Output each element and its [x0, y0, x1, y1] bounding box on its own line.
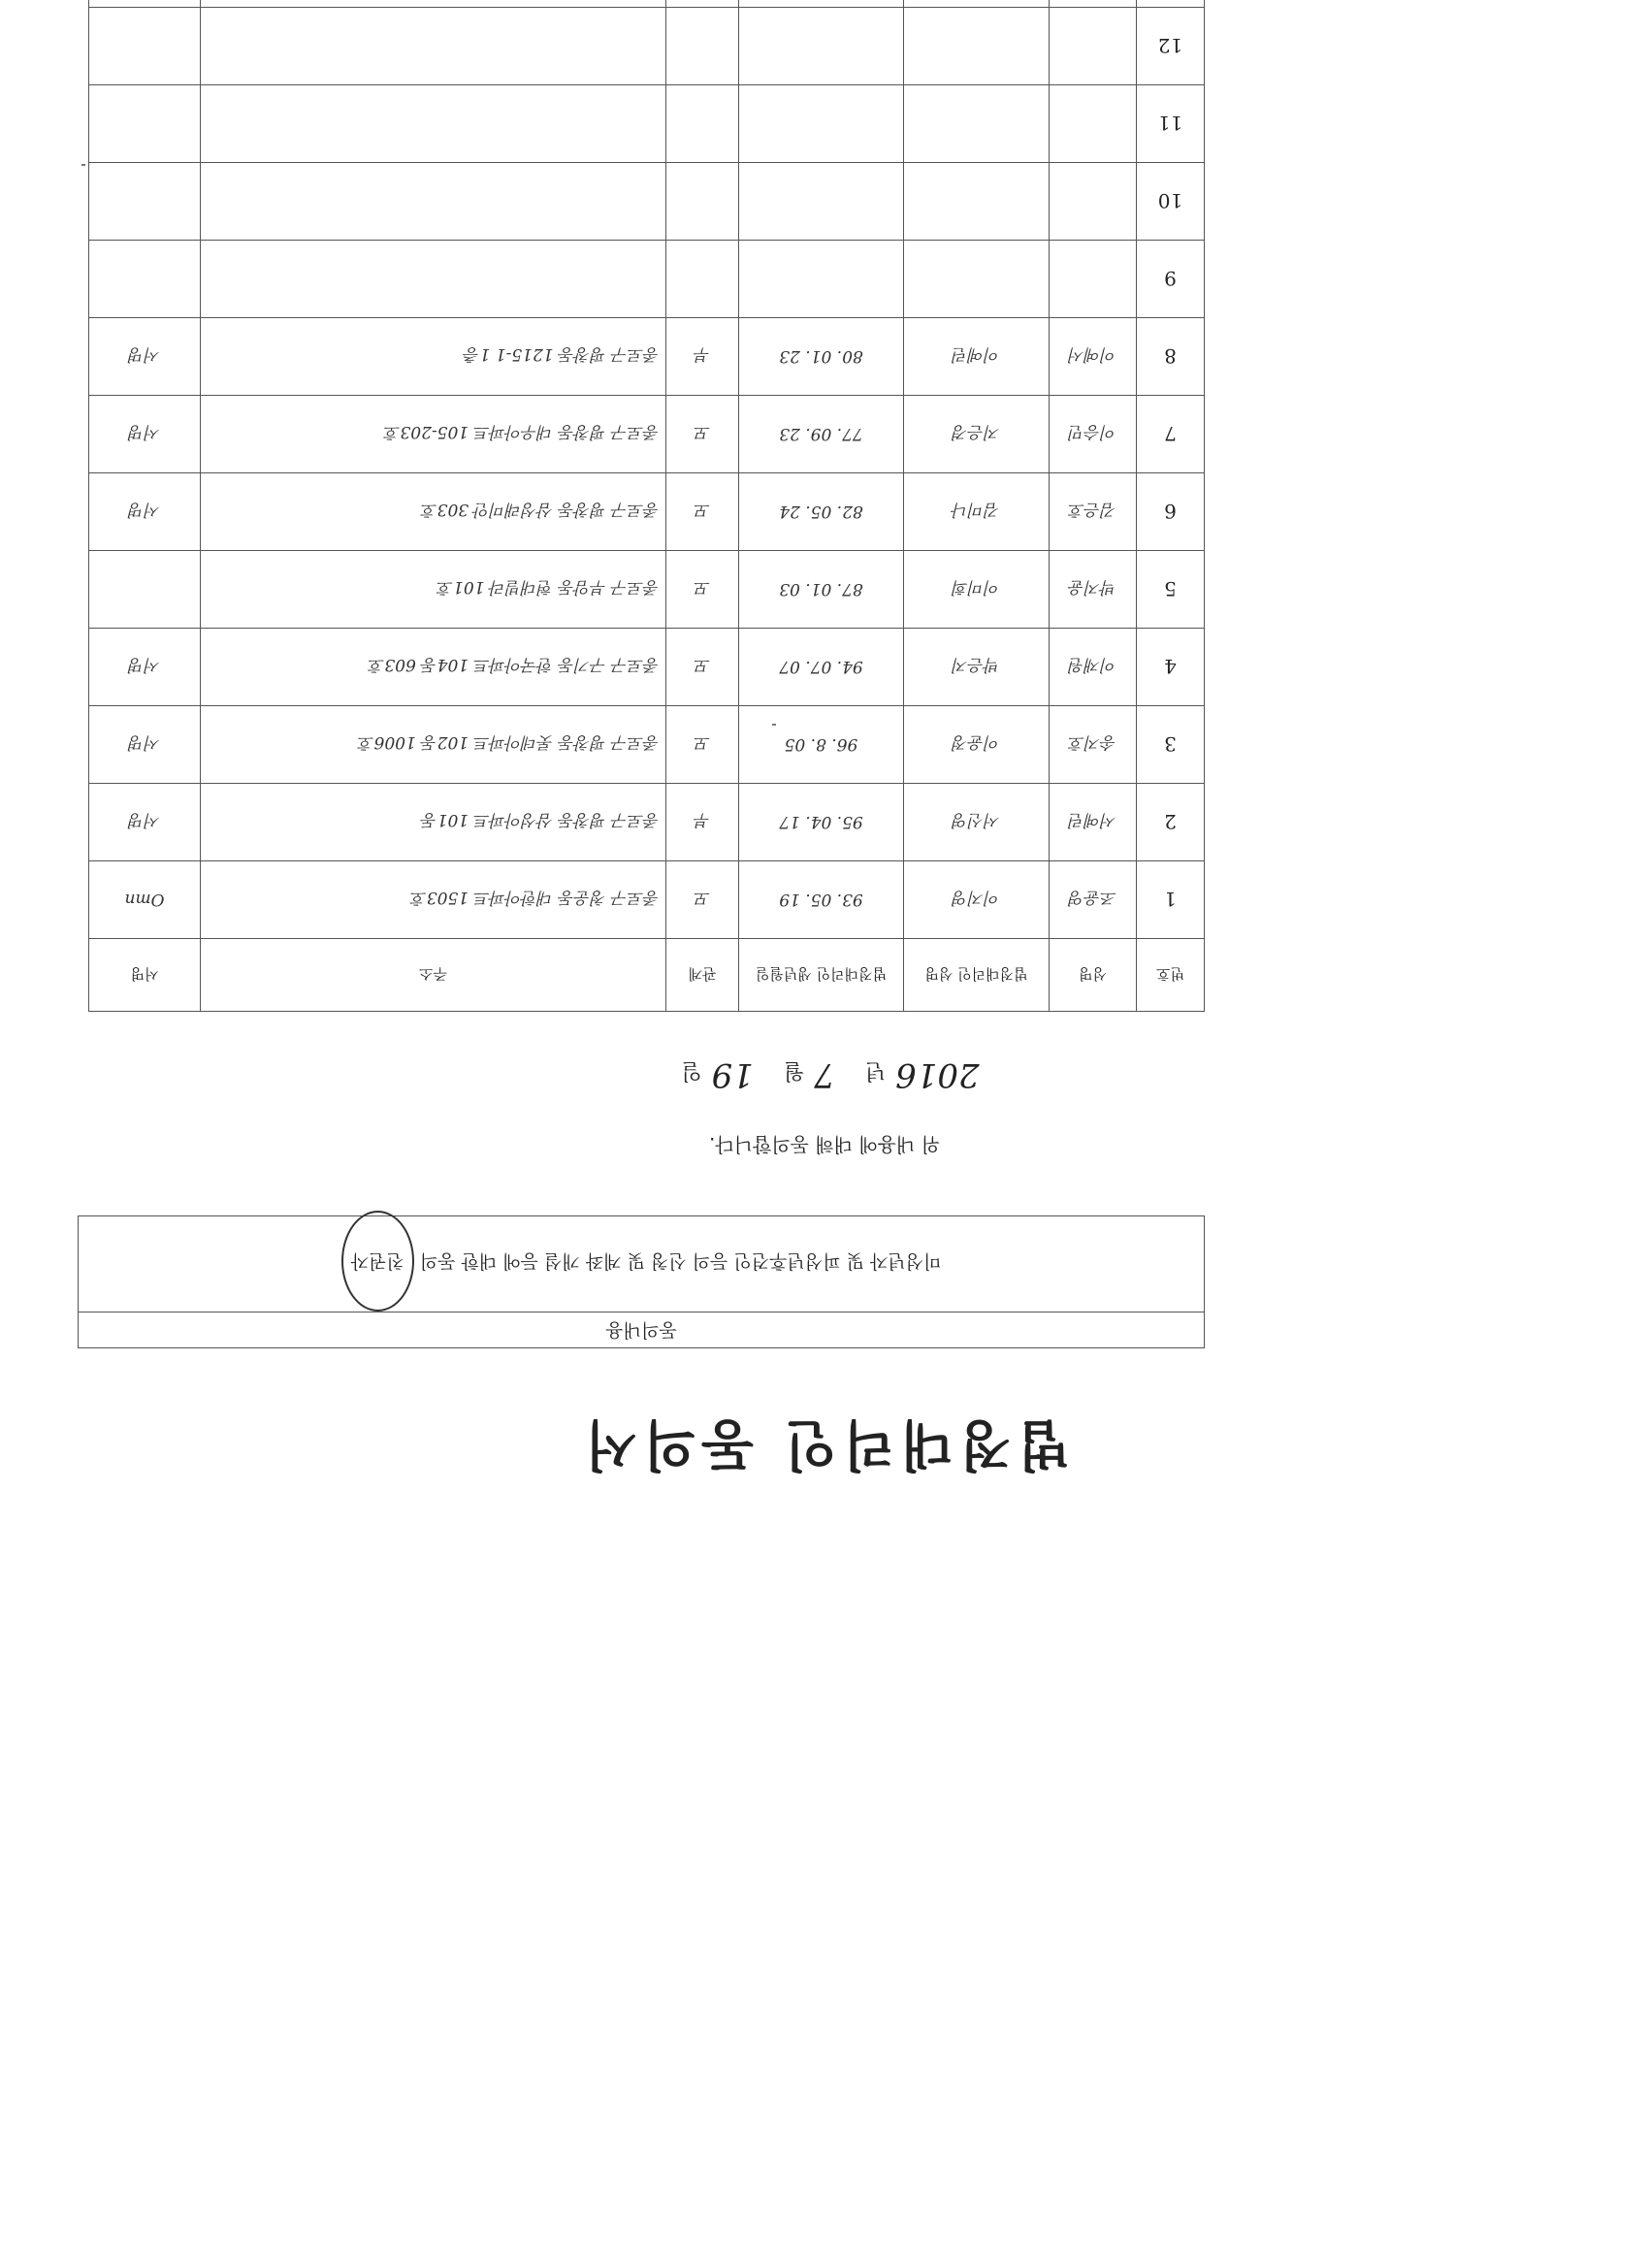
row-name: 서예린: [1050, 784, 1137, 861]
table-row: [89, 784, 1205, 861]
row-number: 4: [1137, 629, 1205, 706]
row-guardian: [904, 8, 1050, 85]
row-relation: 모: [666, 629, 739, 706]
row-number: 3: [1137, 706, 1205, 784]
row-relation: 모: [666, 861, 739, 939]
row-dob: 95. 04. 17: [739, 784, 904, 861]
row-signature: [89, 85, 201, 163]
row-relation: 모: [666, 396, 739, 473]
row-number: 9: [1137, 241, 1205, 318]
row-address: [201, 163, 666, 241]
row-address: [201, 8, 666, 85]
row-address: 종로구 평창동 삼성아파트 101동: [201, 784, 666, 861]
row-signature: [89, 551, 201, 629]
row-address: 종로구 구기동 한국아파트 104동 603호: [201, 629, 666, 706]
row-dob: [739, 163, 904, 241]
row-signature: 서명: [89, 396, 201, 473]
row-name: 이승민: [1050, 396, 1137, 473]
row-dob: [739, 241, 904, 318]
header-guardian: 법정대리인 성명: [904, 939, 1050, 1012]
row-name: 조윤영: [1050, 861, 1137, 939]
row-number: 1: [1137, 861, 1205, 939]
row-guardian: [904, 85, 1050, 163]
table-row: [89, 0, 1205, 8]
table-row: [89, 551, 1205, 629]
date-month-unit: 월: [783, 1058, 805, 1083]
row-dob: 96. 8. 05: [739, 706, 904, 784]
row-signature: 서명: [89, 473, 201, 551]
row-address: [201, 241, 666, 318]
row-guardian: 김미나: [904, 473, 1050, 551]
row-name: [1050, 85, 1137, 163]
row-dob: [739, 85, 904, 163]
document-title: 법정대리인 동의서: [578, 1412, 1071, 1475]
row-dob: 93. 05. 19: [739, 861, 904, 939]
row-number: 8: [1137, 318, 1205, 396]
circled-option: 친권자: [341, 1211, 414, 1312]
table-row: [89, 861, 1205, 939]
row-relation: [666, 0, 739, 8]
consent-box: [78, 1215, 1205, 1348]
row-name: [1050, 163, 1137, 241]
table-row: [89, 318, 1205, 396]
row-number: 6: [1137, 473, 1205, 551]
row-signature: 서명: [89, 629, 201, 706]
row-relation: 부: [666, 318, 739, 396]
row-name: 이예서: [1050, 318, 1137, 396]
header-name: 성명: [1050, 939, 1137, 1012]
row-guardian: 박은지: [904, 629, 1050, 706]
row-relation: [666, 163, 739, 241]
row-signature: [89, 8, 201, 85]
row-address: [201, 85, 666, 163]
row-address: [201, 0, 666, 8]
row-address: 종로구 평창동 롯데아파트 102동 1006호: [201, 706, 666, 784]
row-dob: 94. 07. 07: [739, 629, 904, 706]
row-name: 김은호: [1050, 473, 1137, 551]
row-name: 박지윤: [1050, 551, 1137, 629]
row-signature: [89, 241, 201, 318]
row-signature: 서명: [89, 706, 201, 784]
row-address: 종로구 평창동 삼성래미안 303호: [201, 473, 666, 551]
table-row: [89, 8, 1205, 85]
row-guardian: 이윤정: [904, 706, 1050, 784]
row-guardian: 이예린: [904, 318, 1050, 396]
row-name: 송지호: [1050, 706, 1137, 784]
row-dob: [739, 0, 904, 8]
guardian-roster-table: [88, 0, 1205, 1012]
table-row: [89, 473, 1205, 551]
row-dob: 80. 01. 23: [739, 318, 904, 396]
table-row: [89, 396, 1205, 473]
row-guardian: [904, 0, 1050, 8]
row-dob: [739, 8, 904, 85]
row-signature: Omn: [89, 861, 201, 939]
table-row: [89, 241, 1205, 318]
consent-text: 미성년자 및 피성년후견인 등의 신청 및 계좌 개설 등에 대한 동의: [419, 1250, 942, 1272]
table-row: [89, 629, 1205, 706]
row-signature: 서명: [89, 784, 201, 861]
row-relation: [666, 85, 739, 163]
header-relation: 관계: [666, 939, 739, 1012]
consent-header: 동의내용: [79, 1312, 1204, 1347]
agree-sentence: 위 내용에 대해 동의합니다.: [709, 1133, 940, 1156]
row-number: 5: [1137, 551, 1205, 629]
scan-speck: [81, 164, 85, 166]
consent-text-row: [79, 1211, 1204, 1312]
row-guardian: 이미희: [904, 551, 1050, 629]
row-signature: [89, 0, 201, 8]
date-year-unit: 년: [864, 1058, 887, 1083]
row-signature: 서명: [89, 318, 201, 396]
date-year: 2016: [895, 1055, 980, 1094]
row-address: 종로구 평창동 대우아파트 105-203호: [201, 396, 666, 473]
date-month: 7: [814, 1055, 835, 1094]
header-signature: 서명: [89, 939, 201, 1012]
row-signature: [89, 163, 201, 241]
row-relation: 모: [666, 706, 739, 784]
header-address: 주소: [201, 939, 666, 1012]
table-header-row: [89, 939, 1205, 1012]
row-guardian: 지은경: [904, 396, 1050, 473]
row-number: 12: [1137, 8, 1205, 85]
row-number: 11: [1137, 85, 1205, 163]
row-name: 이재원: [1050, 629, 1137, 706]
table-row: [89, 706, 1205, 784]
row-number: [1137, 0, 1205, 8]
row-number: 2: [1137, 784, 1205, 861]
row-number: 10: [1137, 163, 1205, 241]
row-name: [1050, 241, 1137, 318]
row-relation: 부: [666, 784, 739, 861]
row-guardian: [904, 163, 1050, 241]
date-day: 19: [711, 1055, 754, 1094]
table-row: [89, 85, 1205, 163]
row-dob: 77. 09. 23: [739, 396, 904, 473]
row-address: 종로구 부암동 현대빌라 101호: [201, 551, 666, 629]
row-guardian: [904, 241, 1050, 318]
row-address: 종로구 청운동 대한아파트 1503호: [201, 861, 666, 939]
header-dob: 법정대리인 생년월일: [739, 939, 904, 1012]
date-line: [0, 1055, 1649, 1094]
row-number: 7: [1137, 396, 1205, 473]
row-relation: 모: [666, 551, 739, 629]
scan-speck: [772, 724, 776, 726]
row-relation: 모: [666, 473, 739, 551]
header-no: 번호: [1137, 939, 1205, 1012]
row-dob: 87. 01. 03: [739, 551, 904, 629]
row-name: [1050, 8, 1137, 85]
table-row: [89, 163, 1205, 241]
row-name: [1050, 0, 1137, 8]
row-guardian: 서신영: [904, 784, 1050, 861]
row-address: 종로구 평창동 1215-1 1층: [201, 318, 666, 396]
row-relation: [666, 241, 739, 318]
row-dob: 82. 05. 24: [739, 473, 904, 551]
row-guardian: 이지영: [904, 861, 1050, 939]
date-day-unit: 일: [681, 1058, 702, 1083]
row-relation: [666, 8, 739, 85]
